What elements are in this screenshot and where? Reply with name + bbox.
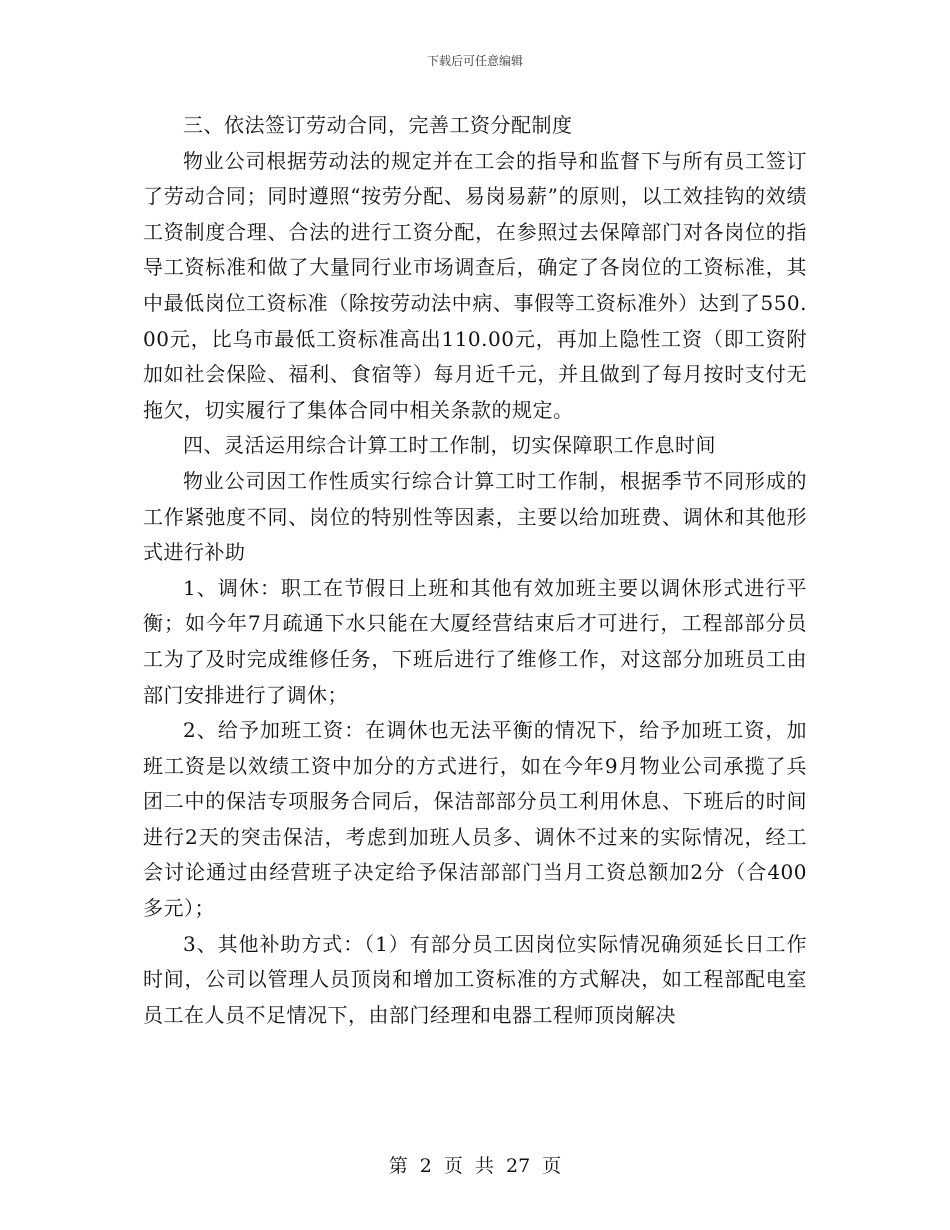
page-number-footer: 第 2 页 共 27 页 (388, 1155, 562, 1177)
paragraph-item-1-time-off: 1、调休：职工在节假日上班和其他有效加班主要以调休形式进行平衡；如今年7月疏通下水只能在大厦经营结束后才可进行，工程部部分员工为了及时完成维修任务，下班后进行了维修工作，对这部分加班员工由部门安排进行了调休； (143, 575, 807, 707)
page-header-note: 下载后可任意编辑 (426, 54, 523, 68)
section-heading-4: 四、灵活运用综合计算工时工作制，切实保障职工作息时间 (183, 433, 716, 458)
section-heading-3: 三、依法签订劳动合同，完善工资分配制度 (183, 113, 573, 137)
paragraph-item-3-other-compensation: 3、其他补助方式：（1）有部分员工因岗位实际情况确须延长日工作时间，公司以管理人员顶岗和增加工资标准的方式解决，如工程部配电室员工在人员不足情况下，由部门经理和电器工程师顶岗解决 (143, 931, 807, 1027)
document-body (143, 108, 807, 1033)
paragraph-working-hours: 物业公司因工作性质实行综合计算工时工作制，根据季节不同形成的工作紧弛度不同、岗位的特别性等因素，主要以给加班费、调休和其他形式进行补助 (143, 468, 807, 565)
paragraph-item-2-overtime-pay: 2、给予加班工资：在调休也无法平衡的情况下，给予加班工资，加班工资是以效绩工资中加分的方式进行，如在今年9月物业公司承揽了兵团二中的保洁专项服务合同后，保洁部部分员工利用休息、下班后的时间进行2天的突击保洁，考虑到加班人员多、调休不过来的实际情况，经工会讨论通过由经营班子决定给予保洁部部门当月工资总额加2分（合400多元）； (143, 718, 807, 921)
paragraph-labor-contract: 物业公司根据劳动法的规定并在工会的指导和监督下与所有员工签订了劳动合同；同时遵照“按劳分配、易岗易薪”的原则，以工效挂钩的效绩工资制度合理、合法的进行工资分配，在参照过去保障部门对各岗位的指导工资标准和做了大量同行业市场调查后，确定了各岗位的工资标准，其中最低岗位工资标准（除按劳动法中病、事假等工资标准外）达到了550.00元，比乌市最低工资标准高出110.00元，再加上隐性工资（即工资附加如社会保险、福利、食宿等）每月近千元，并且做到了每月按时支付无拖欠，切实履行了集体合同中相关条款的规定。 (143, 148, 807, 422)
